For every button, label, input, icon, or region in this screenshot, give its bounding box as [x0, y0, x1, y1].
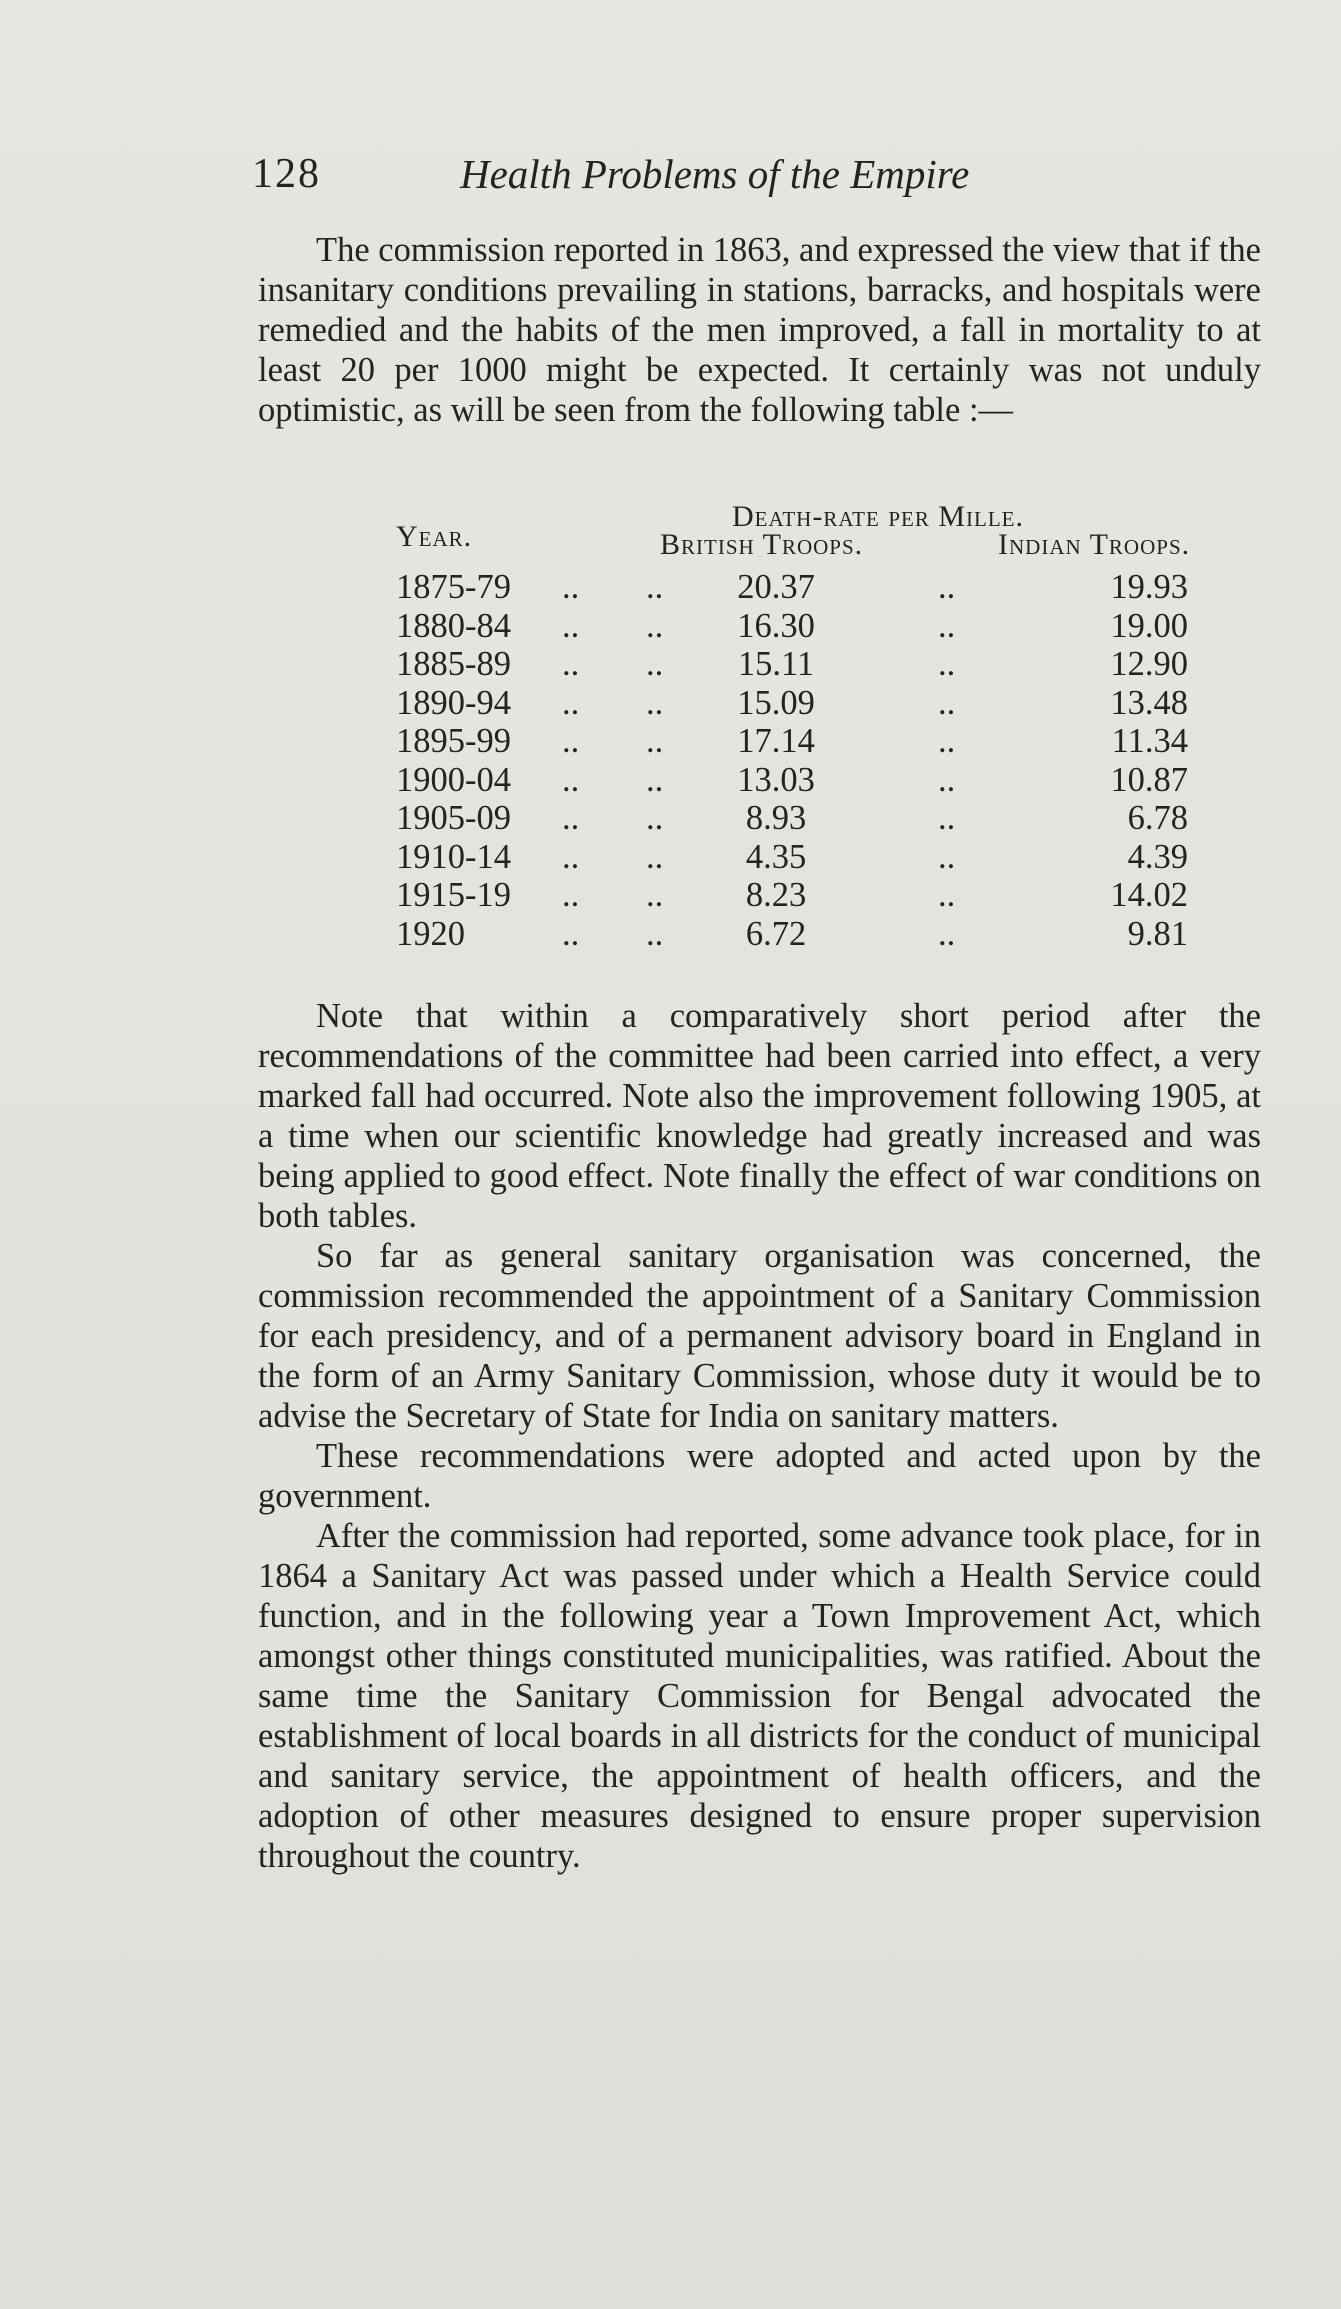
table-row: [258, 799, 1261, 838]
cell-indian: 6.78: [1127, 799, 1188, 837]
cell-indian: 19.93: [1110, 568, 1188, 606]
intro-text: [258, 230, 1261, 430]
column-group-header: Death-rate per Mille.: [732, 500, 1024, 533]
cell-year: 1895-99: [396, 722, 511, 760]
table-row: [258, 607, 1261, 646]
cell-british: 13.03: [737, 760, 815, 799]
leader-dots: ..: [562, 914, 580, 953]
paragraph: So far as general sanitary organisation was concerned, the commission recommended the appointment of a Sanitary Commission for each presidency, and of a permanent advisory board in England in the form of an Army Sanitary Commission, whose duty it would be to advise the Secretary of State for India on sanitary matters.: [258, 1237, 1261, 1435]
leader-dots: ..: [938, 837, 956, 876]
table-row: [258, 915, 1261, 954]
cell-indian: 19.00: [1110, 606, 1188, 645]
leader-dots: ..: [646, 606, 664, 645]
leader-dots: ..: [562, 568, 580, 606]
leader-dots: ..: [562, 722, 580, 760]
cell-british: 16.30: [737, 606, 815, 645]
leader-dots: ..: [646, 568, 664, 606]
table-row: [258, 645, 1261, 684]
leader-dots: ..: [938, 683, 956, 722]
leader-dots: ..: [938, 799, 956, 837]
page-header: [252, 150, 1092, 210]
leader-dots: ..: [646, 760, 664, 799]
cell-year: 1905-09: [396, 799, 511, 837]
leader-dots: ..: [938, 606, 956, 645]
leader-dots: ..: [938, 760, 956, 799]
column-header-indian: Indian Troops.: [998, 528, 1191, 561]
leader-dots: ..: [646, 799, 664, 837]
cell-indian: 11.34: [1111, 722, 1188, 760]
leader-dots: ..: [562, 876, 580, 914]
column-header-british: British Troops.: [660, 528, 864, 561]
column-header-year: Year.: [396, 520, 473, 553]
cell-year: 1915-19: [396, 876, 511, 914]
leader-dots: ..: [646, 645, 664, 683]
cell-british: 8.93: [745, 799, 807, 837]
leader-dots: ..: [646, 837, 664, 876]
cell-year: 1890-94: [396, 683, 511, 722]
paragraph: Note that within a comparatively short period after the recommendations of the committee had been carried into effect, a very marked fall had occurred. Note also the improvement following 1905, at a time when our scientific knowledge had greatly increased and was being applied to good effect. Note finally the effect of war conditions on both tables.: [258, 997, 1261, 1235]
leader-dots: ..: [938, 914, 956, 953]
cell-british: 20.37: [737, 568, 815, 606]
leader-dots: ..: [938, 645, 956, 683]
page-number: 128: [252, 151, 321, 197]
table-row: [258, 876, 1261, 915]
paragraph: After the commission had reported, some advance took place, for in 1864 a Sanitary Act was passed under which a Health Service could function, and in the following year a Town Improvement Act, which amongst other things constituted municipalities, was ratified. About the same time the Sanitary Commission for Bengal advocated the establishment of local boards in all districts for the conduct of municipal and sanitary service, the appointment of health officers, and the adoption of other measures designed to ensure proper supervision throughout the country.: [258, 1517, 1261, 1875]
cell-british: 15.09: [737, 683, 815, 722]
running-title: Health Problems of the Empire: [460, 151, 970, 197]
cell-british: 8.23: [745, 876, 807, 914]
cell-indian: 10.87: [1110, 760, 1188, 799]
leader-dots: ..: [562, 760, 580, 799]
leader-dots: ..: [646, 914, 664, 953]
cell-british: 4.35: [745, 837, 807, 876]
leader-dots: ..: [562, 799, 580, 837]
paragraph: These recommendations were adopted and acted upon by the government.: [258, 1437, 1261, 1515]
leader-dots: ..: [646, 683, 664, 722]
table-row: [258, 838, 1261, 877]
cell-indian: 4.39: [1127, 837, 1188, 876]
cell-british: 6.72: [745, 914, 807, 953]
cell-indian: 12.90: [1110, 645, 1188, 683]
cell-year: 1920: [396, 914, 465, 953]
leader-dots: ..: [938, 876, 956, 914]
leader-dots: ..: [562, 683, 580, 722]
table-body: [258, 568, 1261, 953]
body-text: [258, 996, 1261, 1876]
leader-dots: ..: [938, 722, 956, 760]
leader-dots: ..: [646, 876, 664, 914]
cell-year: 1910-14: [396, 837, 511, 876]
leader-dots: ..: [646, 722, 664, 760]
table-row: [258, 722, 1261, 761]
table-row: [258, 568, 1261, 607]
cell-year: 1885-89: [396, 645, 511, 683]
table-row: [258, 684, 1261, 723]
cell-year: 1880-84: [396, 606, 511, 645]
cell-british: 15.11: [737, 645, 815, 683]
cell-year: 1900-04: [396, 760, 511, 799]
cell-indian: 14.02: [1110, 876, 1188, 914]
leader-dots: ..: [562, 645, 580, 683]
cell-british: 17.14: [737, 722, 815, 760]
table-row: [258, 761, 1261, 800]
leader-dots: ..: [562, 837, 580, 876]
cell-indian: 13.48: [1110, 683, 1188, 722]
intro-paragraph: The commission reported in 1863, and expressed the view that if the insanitary conditions prevailing in stations, barracks, and hospitals were remedied and the habits of the men improved, a fall in mortality to at least 20 per 1000 might be expected. It certainly was not unduly optimistic, as will be seen from the following table :—: [258, 231, 1261, 429]
cell-year: 1875-79: [396, 568, 511, 606]
leader-dots: ..: [938, 568, 956, 606]
cell-indian: 9.81: [1127, 914, 1188, 953]
death-rate-table: [258, 500, 1261, 980]
leader-dots: ..: [562, 606, 580, 645]
